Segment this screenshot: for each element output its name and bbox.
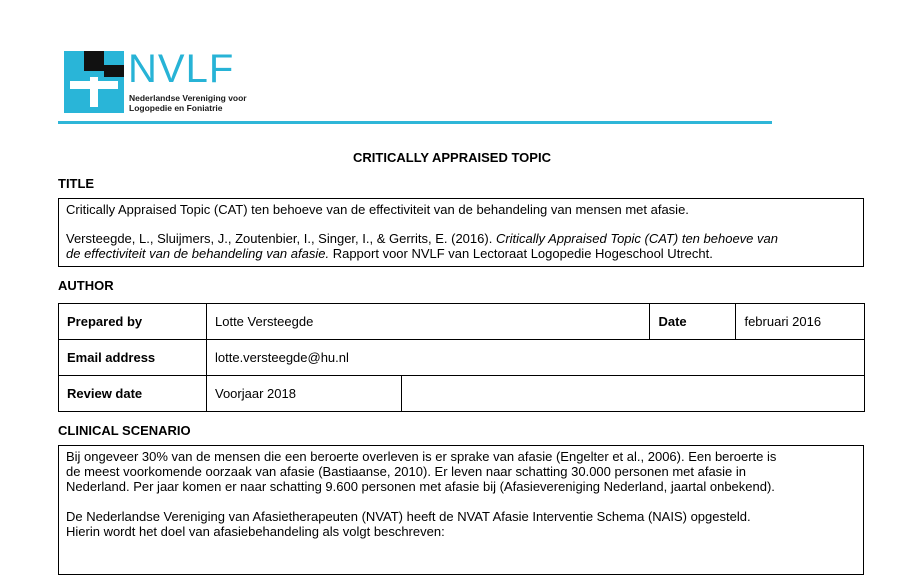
- date-label: Date: [650, 304, 736, 340]
- prepared-by-value: Lotte Versteegde: [207, 304, 650, 340]
- logo-wordmark: NVLF: [128, 47, 235, 91]
- date-value: februari 2016: [736, 304, 865, 340]
- scenario-p2-line1: De Nederlandse Vereniging van Afasietherapeuten (NVAT) heeft de NVAT Afasie Interventie Schema (NAIS) opgesteld.: [66, 509, 751, 524]
- author-heading: AUTHOR: [58, 278, 114, 293]
- scenario-paragraph-1: [66, 449, 856, 494]
- citation-rest: Rapport voor NVLF van Lectoraat Logopedie Hogeschool Utrecht.: [332, 246, 713, 261]
- nvlf-logo: [64, 47, 264, 115]
- review-date-label: Review date: [59, 376, 207, 412]
- header-rule: [58, 121, 772, 124]
- citation-authors: Versteegde, L., Sluijmers, J., Zoutenbier, I., Singer, I., & Gerrits, E. (2016).: [66, 231, 493, 246]
- citation-title-1: Critically Appraised Topic (CAT) ten behoeve van: [495, 231, 778, 246]
- prepared-by-label: Prepared by: [59, 304, 207, 340]
- logo-subtitle-line2: Logopedie en Foniatrie: [129, 103, 223, 113]
- citation: [66, 231, 856, 261]
- logo-subtitle: [129, 93, 269, 113]
- author-table: [58, 303, 865, 412]
- email-label: Email address: [59, 340, 207, 376]
- table-row: [59, 304, 865, 340]
- table-row: [59, 340, 865, 376]
- scenario-p1-line2: de meest voorkomende oorzaak van afasie (Bastiaanse, 2010). Er leven naar schatting 30.000 personen met afasie in: [66, 464, 747, 479]
- email-value: lotte.versteegde@hu.nl: [207, 340, 865, 376]
- logo-subtitle-line1: Nederlandse Vereniging voor: [129, 93, 247, 103]
- title-line: Critically Appraised Topic (CAT) ten behoeve van de effectiviteit van de behandeling van mensen met afasie.: [66, 202, 689, 217]
- title-heading: TITLE: [58, 176, 95, 191]
- nvlf-logo-mark: [64, 51, 124, 113]
- title-box: [58, 198, 864, 267]
- empty-cell: [402, 376, 865, 412]
- scenario-p1-line1: Bij ongeveer 30% van de mensen die een beroerte overleven is er sprake van afasie (Engelter et al., 2006). Een beroerte is: [66, 449, 777, 464]
- clinical-scenario-box: [58, 445, 864, 575]
- clinical-scenario-heading: CLINICAL SCENARIO: [58, 423, 191, 438]
- citation-title-2: de effectiviteit van de behandeling van afasie.: [66, 246, 330, 261]
- document-title: CRITICALLY APPRAISED TOPIC: [353, 150, 551, 165]
- scenario-p2-line2: Hierin wordt het doel van afasiebehandeling als volgt beschreven:: [66, 524, 445, 539]
- scenario-p1-line3: Nederland. Per jaar komen er naar schatting 9.600 personen met afasie bij (Afasievereniging Nederland, jaartal onbekend).: [66, 479, 775, 494]
- table-row: [59, 376, 865, 412]
- scenario-paragraph-2: [66, 509, 856, 539]
- review-date-value: Voorjaar 2018: [207, 376, 402, 412]
